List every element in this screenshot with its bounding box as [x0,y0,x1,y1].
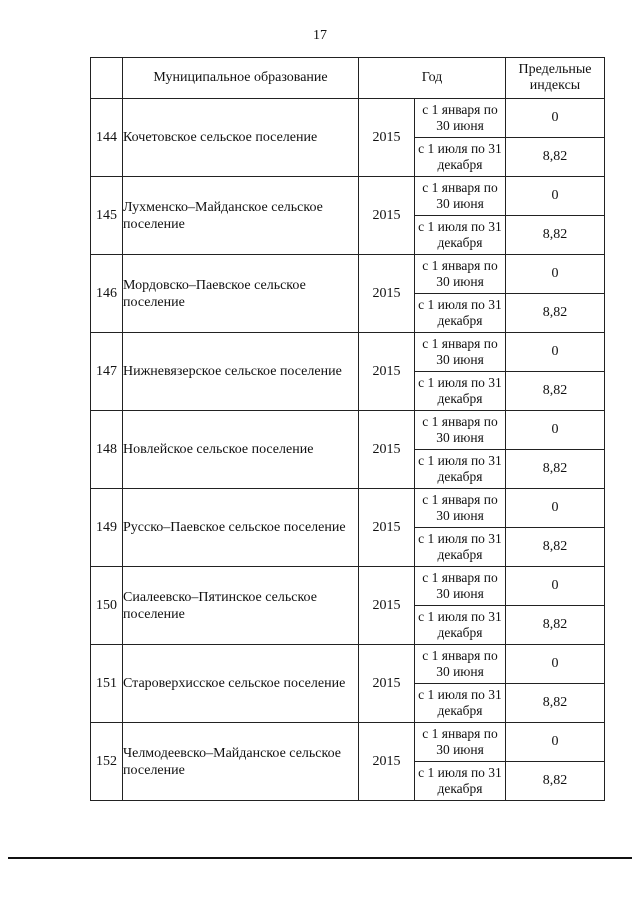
index-value: 0 [506,489,605,528]
index-value: 8,82 [506,762,605,801]
period-cell: с 1 января по 30 июня [415,723,506,762]
table-row [91,177,605,216]
municipality-name: Нижневязерское сельское поселение [123,333,359,411]
municipality-name: Кочетовское сельское поселение [123,99,359,177]
period-cell: с 1 января по 30 июня [415,177,506,216]
row-number: 144 [91,99,123,177]
period-cell: с 1 января по 30 июня [415,255,506,294]
index-value: 8,82 [506,372,605,411]
municipality-name: Мордовско–Паевское сельское поселение [123,255,359,333]
period-cell: с 1 января по 30 июня [415,411,506,450]
header-year: Год [359,58,506,99]
municipality-name: Лухменско–Майданское сельское поселение [123,177,359,255]
index-value: 0 [506,411,605,450]
page-number: 17 [313,28,327,43]
table-row [91,489,605,528]
period-cell: с 1 июля по 31 декабря [415,450,506,489]
row-number: 151 [91,645,123,723]
index-value: 0 [506,177,605,216]
row-number: 152 [91,723,123,801]
period-cell: с 1 января по 30 июня [415,333,506,372]
table-row [91,255,605,294]
index-value: 8,82 [506,528,605,567]
table-header-row [91,58,605,99]
period-cell: с 1 июля по 31 декабря [415,684,506,723]
index-value: 0 [506,333,605,372]
table-row [91,333,605,372]
period-cell: с 1 июля по 31 декабря [415,216,506,255]
table-row [91,99,605,138]
period-cell: с 1 января по 30 июня [415,567,506,606]
period-cell: с 1 января по 30 июня [415,99,506,138]
row-year: 2015 [359,723,415,801]
row-year: 2015 [359,255,415,333]
header-index: Предельные индексы [506,58,605,99]
period-cell: с 1 января по 30 июня [415,489,506,528]
row-year: 2015 [359,411,415,489]
table-row [91,645,605,684]
period-cell: с 1 июля по 31 декабря [415,138,506,177]
row-year: 2015 [359,99,415,177]
index-value: 8,82 [506,684,605,723]
period-cell: с 1 июля по 31 декабря [415,762,506,801]
row-year: 2015 [359,489,415,567]
index-value: 8,82 [506,294,605,333]
index-value: 8,82 [506,606,605,645]
index-value: 0 [506,723,605,762]
index-value: 0 [506,567,605,606]
row-number: 150 [91,567,123,645]
period-cell: с 1 января по 30 июня [415,645,506,684]
municipality-name: Староверхисское сельское поселение [123,645,359,723]
index-value: 0 [506,645,605,684]
index-value: 0 [506,99,605,138]
tariff-index-table [90,57,605,801]
index-value: 8,82 [506,138,605,177]
row-number: 145 [91,177,123,255]
period-cell: с 1 июля по 31 декабря [415,372,506,411]
period-cell: с 1 июля по 31 декабря [415,528,506,567]
row-year: 2015 [359,177,415,255]
row-year: 2015 [359,567,415,645]
table-row [91,567,605,606]
period-cell: с 1 июля по 31 декабря [415,606,506,645]
header-municipality: Муниципальное образование [123,58,359,99]
municipality-name: Сиалеевско–Пятинское сельское поселение [123,567,359,645]
row-number: 148 [91,411,123,489]
index-value: 8,82 [506,450,605,489]
period-cell: с 1 июля по 31 декабря [415,294,506,333]
municipality-name: Челмодеевско–Майданское сельское поселение [123,723,359,801]
index-value: 8,82 [506,216,605,255]
table-row [91,723,605,762]
table-row [91,411,605,450]
bottom-rule [8,857,632,859]
row-year: 2015 [359,645,415,723]
row-number: 149 [91,489,123,567]
index-value: 0 [506,255,605,294]
row-year: 2015 [359,333,415,411]
row-number: 146 [91,255,123,333]
municipality-name: Новлейское сельское поселение [123,411,359,489]
row-number: 147 [91,333,123,411]
municipality-name: Русско–Паевское сельское поселение [123,489,359,567]
table-body [91,99,605,801]
header-number [91,58,123,99]
